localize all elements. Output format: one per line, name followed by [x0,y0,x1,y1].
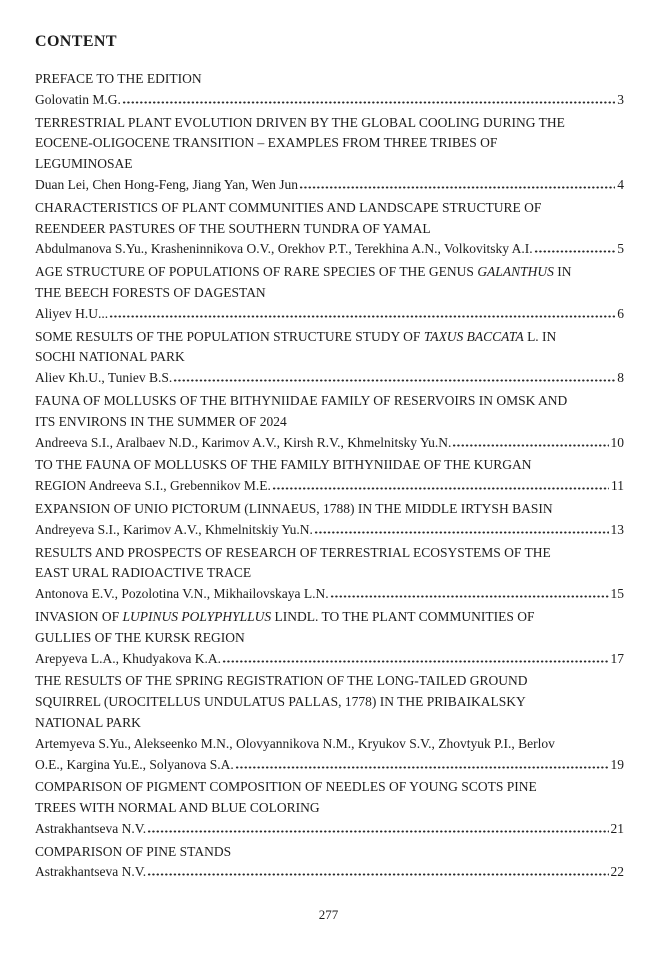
toc-entry [35,262,624,324]
toc-entry [35,455,624,497]
toc-entry [35,391,624,453]
entry-author-page-row [35,520,624,541]
entry-page-number: 21 [610,820,624,836]
entry-authors: Aliev Kh.U., Tuniev B.S. [35,370,173,386]
entry-title-line: SOME RESULTS OF THE POPULATION STRUCTURE STUDY OF TAXUS BACCATA L. IN [35,328,557,344]
entry-title-line: EOCENE-OLIGOCENE TRANSITION – EXAMPLES FROM THREE TRIBES OF [35,135,498,151]
entry-title-line: THE BEECH FORESTS OF DAGESTAN [35,284,266,300]
dot-leader [147,830,608,833]
dot-leader [122,101,615,104]
entry-author-page-row [35,304,624,325]
toc-entry [35,777,624,839]
dot-leader [330,595,609,598]
entry-title-line: SQUIRREL (UROCITELLUS UNDULATUS PALLAS, 1778) IN THE PRIBAIKALSKY [35,694,526,710]
entry-title-line: COMPARISON OF PIGMENT COMPOSITION OF NEEDLES OF YOUNG SCOTS PINE [35,779,537,795]
toc-entries [35,69,624,883]
toc-entry [35,842,624,884]
entry-authors: O.E., Kargina Yu.E., Solyanova S.A. [35,756,234,772]
entry-title-line: LEGUMINOSAE [35,156,133,172]
entry-page-number: 11 [611,478,624,494]
dot-leader [173,379,615,382]
entry-author-page-row [35,819,624,840]
entry-title-line: INVASION OF LUPINUS POLYPHYLLUS LINDL. TO THE PLANT COMMUNITIES OF [35,608,535,624]
entry-author-page-row [35,649,624,670]
entry-author-page-row [35,368,624,389]
entry-title-line: GULLIES OF THE KURSK REGION [35,629,245,645]
entry-author-page-row [35,433,624,454]
dot-leader [222,660,609,663]
dot-leader [147,873,608,876]
entry-authors: REGION Andreeva S.I., Grebennikov M.E. [35,478,271,494]
entry-author-page-row [35,476,624,497]
entry-title-line: THE RESULTS OF THE SPRING REGISTRATION OF THE LONG-TAILED GROUND [35,673,528,689]
entry-page-number: 15 [610,586,624,602]
page-number-footer: 277 [318,907,339,922]
toc-entry [35,607,624,669]
entry-authors: Artemyeva S.Yu., Alekseenko M.N., Olovyannikova N.M., Kryukov S.V., Zhovtyuk P.I., Berlov [35,735,555,751]
entry-title-line: NATIONAL PARK [35,714,141,730]
entry-authors: Antonova E.V., Pozolotina V.N., Mikhailovskaya L.N. [35,586,329,602]
entry-page-number: 19 [610,756,624,772]
dot-leader [314,531,609,534]
entry-authors: Andreeva S.I., Aralbaev N.D., Karimov A.V., Kirsh R.V., Khmelnitsky Yu.N. [35,434,452,450]
dot-leader [534,250,616,253]
entry-author-page-row [35,862,624,883]
entry-author-page-row [35,90,624,111]
entry-title-line: SOCHI NATIONAL PARK [35,349,185,365]
entry-page-number: 3 [617,91,624,107]
dot-leader [109,315,615,318]
page-title: CONTENT [35,33,117,50]
entry-title-line: EXPANSION OF UNIO PICTORUM (LINNAEUS, 1788) IN THE MIDDLE IRTYSH BASIN [35,500,553,516]
toc-entry [35,671,624,775]
toc-page [35,33,624,885]
toc-entry [35,499,624,541]
entry-title-line: FAUNA OF MOLLUSKS OF THE BITHYNIIDAE FAMILY OF RESERVOIRS IN OMSK AND [35,392,568,408]
dot-leader [299,186,615,189]
entry-title-line: PREFACE TO THE EDITION [35,71,202,86]
dot-leader [452,444,608,447]
entry-authors: Astrakhantseva N.V. [35,864,147,880]
entry-title-line: TO THE FAUNA OF MOLLUSKS OF THE FAMILY BITHYNIIDAE OF THE KURGAN [35,457,532,473]
toc-entry [35,327,624,389]
toc-entry [35,113,624,196]
toc-entry [35,198,624,260]
entry-title-line: AGE STRUCTURE OF POPULATIONS OF RARE SPECIES OF THE GENUS GALANTHUS IN [35,264,572,280]
dot-leader [235,766,609,769]
entry-authors: Aliyev H.U... [35,305,109,321]
entry-title-line: CHARACTERISTICS OF PLANT COMMUNITIES AND LANDSCAPE STRUCTURE OF [35,199,542,215]
entry-page-number: 6 [617,305,624,321]
entry-author-page-row [35,755,624,776]
entry-title-line: RESULTS AND PROSPECTS OF RESEARCH OF TERRESTRIAL ECOSYSTEMS OF THE [35,544,551,560]
entry-title-line: TERRESTRIAL PLANT EVOLUTION DRIVEN BY THE GLOBAL COOLING DURING THE [35,114,565,130]
entry-author-page-row [35,239,624,260]
entry-authors: Andreyeva S.I., Karimov A.V., Khmelnitskiy Yu.N. [35,521,313,537]
dot-leader [272,487,609,490]
entry-authors: Abdulmanova S.Yu., Krasheninnikova O.V., Orekhov P.T., Terekhina A.N., Volkovitsky A.I. [35,241,533,257]
entry-page-number: 4 [617,176,624,192]
entry-title-line: EAST URAL RADIOACTIVE TRACE [35,565,252,581]
entry-page-number: 13 [610,521,624,537]
entry-title-line: COMPARISON OF PINE STANDS [35,843,232,859]
entry-page-number: 8 [617,370,624,386]
entry-title-line: TREES WITH NORMAL AND BLUE COLORING [35,800,320,816]
entry-authors: Golovatin M.G. [35,91,121,107]
entry-author-page-row [35,175,624,196]
entry-authors: Arepyeva L.A., Khudyakova K.A. [35,650,221,666]
entry-title-line: REENDEER PASTURES OF THE SOUTHERN TUNDRA OF YAMAL [35,220,431,236]
entry-page-number: 5 [617,241,624,257]
toc-entry [35,69,624,111]
entry-title-line: ITS ENVIRONS IN THE SUMMER OF 2024 [35,413,287,429]
toc-entry [35,543,624,605]
entry-authors: Astrakhantseva N.V. [35,820,147,836]
entry-author-page-row [35,584,624,605]
entry-page-number: 10 [610,434,624,450]
entry-authors: Duan Lei, Chen Hong-Feng, Jiang Yan, Wen Jun [35,176,299,192]
entry-page-number: 17 [610,650,624,666]
entry-page-number: 22 [610,864,624,880]
